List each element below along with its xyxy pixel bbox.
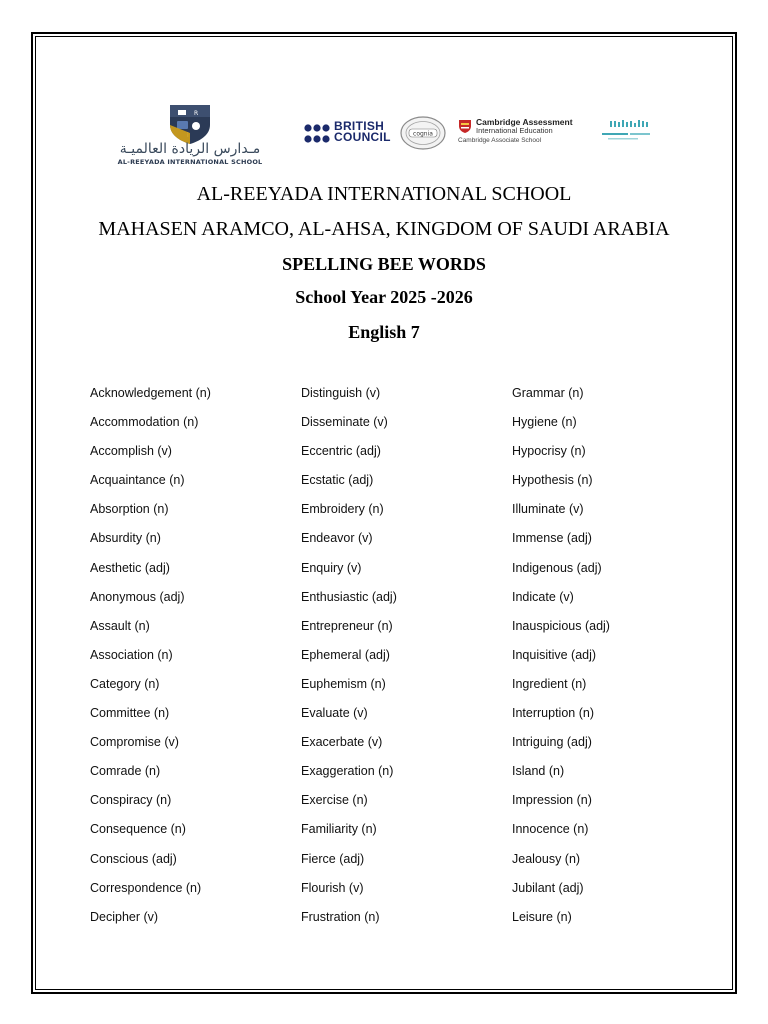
word-item: Inquisitive (adj): [512, 647, 597, 662]
word-item: Anonymous (adj): [90, 589, 185, 604]
word-item: Hygiene (n): [512, 415, 577, 430]
word-item: Comrade (n): [90, 764, 161, 779]
word-item: Impression (n): [512, 793, 592, 808]
ministry-logo-icon: [600, 117, 655, 147]
word-item: Disseminate (v): [301, 415, 388, 430]
british-council-logo: [304, 120, 399, 148]
cambridge-shield-icon: [458, 119, 472, 133]
word-item: Committee (n): [90, 706, 170, 721]
word-item: Accomplish (v): [90, 444, 172, 459]
word-item: Eccentric (adj): [301, 444, 381, 459]
word-item: Absurdity (n): [90, 531, 161, 546]
word-item: Interruption (n): [512, 706, 594, 721]
word-item: Exercise (n): [301, 793, 368, 808]
school-year: School Year 2025 -2026: [295, 287, 473, 307]
word-item: Category (n): [90, 676, 160, 691]
word-item: Acknowledgement (n): [90, 386, 211, 400]
svg-text:R: R: [194, 110, 199, 117]
word-item: Compromise (v): [90, 735, 179, 750]
word-item: Decipher (v): [90, 909, 159, 924]
word-item: Euphemism (n): [301, 676, 386, 691]
word-item: Hypothesis (n): [512, 473, 593, 488]
word-item: Evaluate (v): [301, 706, 368, 721]
word-item: Association (n): [90, 647, 173, 662]
word-item: Assault (n): [90, 618, 150, 633]
word-item: Grammar (n): [512, 386, 584, 400]
word-item: Enquiry (v): [301, 560, 362, 575]
document-title: SPELLING BEE WORDS: [282, 254, 486, 274]
school-english-name: AL-REEYADA INTERNATIONAL SCHOOL: [117, 158, 263, 166]
word-item: Aesthetic (adj): [90, 560, 170, 575]
school-arabic-name: مـدارس الريادة العالميـة: [119, 141, 261, 157]
word-item: Accommodation (n): [90, 415, 199, 430]
word-item: Enthusiastic (adj): [301, 589, 397, 604]
word-item: Intriguing (adj): [512, 735, 592, 750]
word-item: Hypocrisy (n): [512, 444, 586, 459]
word-item: Familiarity (n): [301, 822, 377, 837]
word-item: Consequence (n): [90, 822, 186, 837]
word-item: Distinguish (v): [301, 386, 381, 400]
word-column-3: [512, 382, 610, 935]
cambridge-logo: [456, 117, 591, 149]
british-council-line-2: COUNCIL: [334, 130, 391, 144]
school-logo: [100, 103, 280, 169]
word-item: Leisure (n): [512, 909, 572, 924]
cambridge-subtitle: International Education: [476, 126, 553, 135]
word-item: Entrepreneur (n): [301, 618, 393, 633]
word-item: Fierce (adj): [301, 851, 365, 866]
word-item: Indigenous (adj): [512, 560, 602, 575]
word-item: Inauspicious (adj): [512, 618, 610, 633]
word-item: Immense (adj): [512, 531, 592, 546]
school-location-heading: MAHASEN ARAMCO, AL-AHSA, KINGDOM OF SAUDI ARABIA: [98, 218, 670, 240]
word-item: Acquaintance (n): [90, 473, 185, 488]
word-column-1: [90, 382, 211, 935]
word-item: Ecstatic (adj): [301, 473, 374, 488]
cognia-seal-icon: [400, 116, 446, 150]
word-item: Embroidery (n): [301, 502, 384, 517]
british-council-line-1: BRITISH: [334, 119, 385, 133]
word-item: Conspiracy (n): [90, 793, 172, 808]
british-council-wordmark: [334, 121, 391, 143]
word-item: Exaggeration (n): [301, 764, 394, 779]
grade-level: English 7: [348, 322, 420, 342]
word-item: Ephemeral (adj): [301, 647, 390, 662]
word-column-2: [301, 382, 397, 935]
word-item: Flourish (v): [301, 880, 364, 895]
british-council-dots-icon: [304, 123, 330, 145]
school-shield-icon: [166, 103, 214, 145]
word-item: Conscious (adj): [90, 851, 177, 866]
word-item: Ingredient (n): [512, 676, 587, 691]
word-item: Jealousy (n): [512, 851, 581, 866]
cognia-label: cognia: [413, 130, 433, 138]
word-item: Exacerbate (v): [301, 735, 383, 750]
school-name-heading: AL-REEYADA INTERNATIONAL SCHOOL: [196, 183, 572, 205]
word-item: Frustration (n): [301, 909, 380, 924]
word-item: Innocence (n): [512, 822, 589, 837]
word-item: Absorption (n): [90, 502, 169, 517]
word-item: Indicate (v): [512, 589, 574, 604]
word-item: Endeavor (v): [301, 531, 373, 546]
cambridge-associate-label: Cambridge Associate School: [458, 137, 542, 144]
cambridge-title: Cambridge Assessment: [476, 117, 573, 127]
word-item: Island (n): [512, 764, 565, 779]
word-item: Jubilant (adj): [512, 880, 584, 895]
word-item: Correspondence (n): [90, 880, 202, 895]
word-item: Illuminate (v): [512, 502, 584, 517]
